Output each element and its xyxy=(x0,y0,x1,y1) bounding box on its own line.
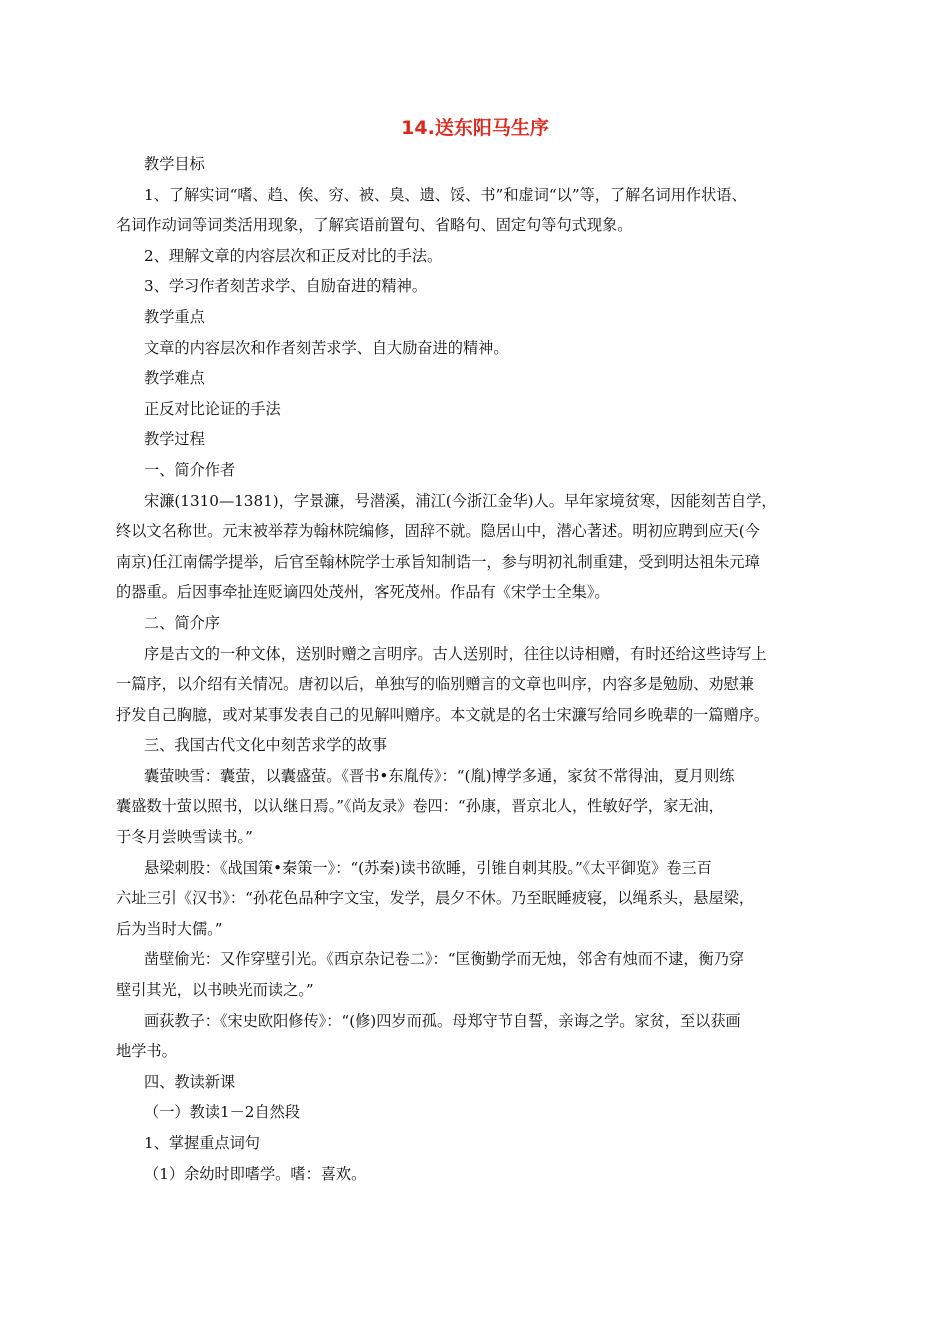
paragraph-line: 1、掌握重点词句 xyxy=(144,1134,260,1152)
document-title: 14.送东阳马生序 xyxy=(401,117,549,139)
paragraph-line: 宋濂(1310—1381)，字景濂，号潜溪，浦江(今浙江金华)人。早年家境贫寒，因能刻苦自学， xyxy=(144,491,777,510)
paragraph-line: 囊盛数十萤以照书，以认继日焉。”《尚友录》卷四：“孙康，晋京北人，性敏好学，家无油， xyxy=(116,797,724,816)
paragraph-line: 六址三引《汉书》：“孙花色品种字文宝，发学，晨夕不休。乃至眠睡疲寝，以绳系头，悬屋梁， xyxy=(116,889,755,908)
paragraph-line: 正反对比论证的手法 xyxy=(144,399,281,418)
paragraph-line: 序是古文的一种文体，送别时赠之言明序。古人送别时，往往以诗相赠，有时还给这些诗写上 xyxy=(144,644,767,663)
paragraph-line: 教学难点 xyxy=(144,369,205,388)
paragraph-line: 1、了解实词“嗜、趋、俟、穷、被、臭、遗、馁、书”和虚词“以”等，了解名词用作状语、 xyxy=(144,185,747,204)
paragraph-line: 3、学习作者刻苦求学、自励奋进的精神。 xyxy=(144,277,428,296)
paragraph-line: 文章的内容层次和作者刻苦求学、自大励奋进的精神。 xyxy=(144,338,509,357)
paragraph-line: 名词作动词等词类活用现象，了解宾语前置句、省略句、固定句等句式现象。 xyxy=(116,216,633,235)
paragraph-line: 一篇序，以介绍有关情况。唐初以后，单独写的临别赠言的文章也叫序，内容多是勉励、劝慰兼 xyxy=(116,675,754,694)
paragraph-line: 教学重点 xyxy=(144,307,205,326)
paragraph-line: 一、简介作者 xyxy=(144,460,236,479)
paragraph-line: 地学书。 xyxy=(116,1042,177,1061)
paragraph-line: 四、教读新课 xyxy=(144,1072,236,1091)
paragraph-line: 终以文名称世。元末被举荐为翰林院编修，固辞不就。隐居山中，潜心著述。明初应聘到应天(今 xyxy=(116,522,760,541)
paragraph-line: （1）余幼时即嗜学。嗜：喜欢。 xyxy=(144,1164,367,1183)
paragraph-line: 二、简介序 xyxy=(144,613,220,632)
paragraph-line: 后为当时大儒。” xyxy=(116,919,223,938)
paragraph-line: 囊萤映雪：囊萤，以囊盛萤。《晋书•东胤传》：“(胤)博学多通，家贫不常得油，夏月则练 xyxy=(144,766,735,785)
paragraph-line: 南京)任江南儒学提举，后官至翰林院学士承旨知制诰一，参与明初礼制重建，受到明达祖朱元璋 xyxy=(116,552,760,571)
paragraph-line: 的器重。后因事牵扯连贬谪四处茂州，客死茂州。作品有《宋学士全集》。 xyxy=(116,583,610,602)
paragraph-line: 凿壁偷光：又作穿壁引光。《西京杂记卷二》：“匡衡勤学而无烛，邻舍有烛而不逮，衡乃穿 xyxy=(144,950,745,969)
document-body xyxy=(116,149,846,1189)
paragraph-line: 抒发自己胸臆，或对某事发表自己的见解叫赠序。本文就是的名士宋濂写给同乡晚辈的一篇赠序。 xyxy=(116,705,770,724)
paragraph-line: 教学目标 xyxy=(144,155,205,173)
paragraph-line: 悬梁刺股：《战国策•秦策一》：“(苏秦)读书欲睡，引锥自刺其股。”《太平御览》卷三百 xyxy=(144,858,712,877)
paragraph-line: 三、我国古代文化中刻苦求学的故事 xyxy=(144,736,387,755)
paragraph-line: 壁引其光，以书映光而读之。” xyxy=(116,981,314,1000)
paragraph-line: 于冬月尝映雪读书。” xyxy=(116,828,253,847)
paragraph-line: （一）教读1－2自然段 xyxy=(144,1103,301,1122)
paragraph-line: 画荻教子：《宋史欧阳修传》：“(修)四岁而孤。母郑守节自誓，亲诲之学。家贫，至以获画 xyxy=(144,1011,741,1030)
paragraph-line: 2、理解文章的内容层次和正反对比的手法。 xyxy=(144,246,443,265)
paragraph-line: 教学过程 xyxy=(144,430,205,449)
